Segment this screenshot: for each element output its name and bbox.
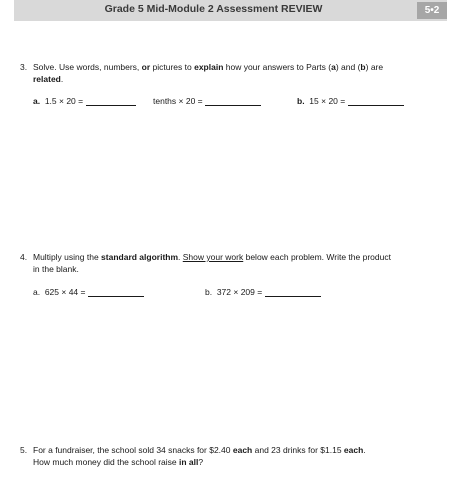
question-4 <box>20 251 450 281</box>
text-segment: how your answers to Parts ( <box>223 62 332 72</box>
text-segment: and 23 drinks for $1.15 <box>252 445 344 455</box>
text-segment-bold: standard algorithm <box>101 252 179 262</box>
question-number: 5. <box>20 445 28 455</box>
text-segment: ? <box>198 457 204 467</box>
text-segment: below each problem. Write the product <box>243 252 391 262</box>
text-segment: . <box>60 74 64 84</box>
question-text <box>33 61 383 85</box>
answer-blank[interactable] <box>205 105 261 106</box>
text-segment-underlined: Show your work <box>182 252 244 262</box>
question-3 <box>20 61 450 91</box>
part-a-tenths <box>153 95 261 107</box>
part-label: a. <box>33 96 41 106</box>
part-expression: 1.5 × 20 = <box>44 96 84 106</box>
text-segment: Multiply using the <box>33 252 102 262</box>
part-label: b. <box>205 287 213 297</box>
question-5 <box>20 444 450 474</box>
text-segment-bold: b <box>360 62 366 72</box>
text-segment: How much money did the school raise <box>33 457 179 467</box>
text-segment-bold: related <box>33 74 61 84</box>
page-title: Grade 5 Mid-Module 2 Assessment REVIEW <box>104 3 323 15</box>
text-segment-bold: in all <box>179 457 199 467</box>
text-segment: . <box>363 445 366 455</box>
part-expression: 15 × 20 = <box>309 96 346 106</box>
text-segment-bold: each <box>232 445 253 455</box>
module-badge: 5•2 <box>417 2 447 19</box>
text-segment-bold: each <box>343 445 364 455</box>
part-b <box>205 286 321 298</box>
text-segment: . <box>178 252 183 262</box>
question-3-parts <box>33 95 433 109</box>
text-segment: Solve. Use words, numbers, <box>33 62 142 72</box>
text-segment-bold: explain <box>194 62 224 72</box>
question-number: 3. <box>20 62 28 72</box>
part-expression: 372 × 209 = <box>216 287 263 297</box>
question-text <box>33 251 391 275</box>
text-segment-bold: or <box>141 62 151 72</box>
text-segment: pictures to <box>150 62 195 72</box>
answer-blank[interactable] <box>348 105 404 106</box>
part-a <box>33 95 136 107</box>
answer-blank[interactable] <box>265 296 321 297</box>
text-segment: ) and ( <box>335 62 361 72</box>
answer-blank[interactable] <box>88 296 144 297</box>
text-segment-bold: a <box>331 62 336 72</box>
question-text <box>33 444 366 468</box>
text-segment: in the blank. <box>33 264 79 274</box>
part-a <box>33 286 144 298</box>
page-header <box>14 0 447 21</box>
part-b <box>297 95 404 107</box>
part-label: b. <box>297 96 305 106</box>
part-expression: tenths × 20 = <box>153 96 203 106</box>
part-expression: 625 × 44 = <box>44 287 86 297</box>
answer-blank[interactable] <box>86 105 136 106</box>
question-4-parts <box>33 286 433 300</box>
question-number: 4. <box>20 252 28 262</box>
part-label: a. <box>33 287 41 297</box>
text-segment: ) are <box>365 62 384 72</box>
text-segment: For a fundraiser, the school sold 34 snacks for $2.40 <box>33 445 233 455</box>
